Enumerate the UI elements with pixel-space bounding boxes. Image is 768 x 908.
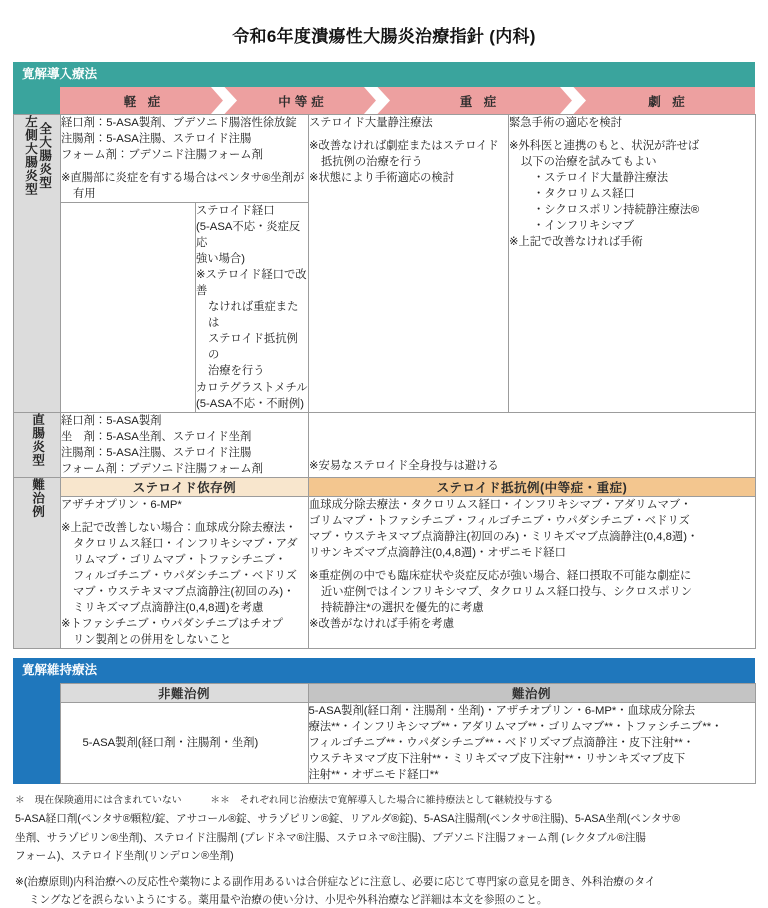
spacer: [309, 131, 508, 138]
footnotes-section: [13, 784, 755, 908]
severity-fulminant: 劇 症: [648, 94, 689, 109]
fulminant-bullet-1: ・ステロイド大量静注療法: [533, 172, 668, 185]
table-row-refractory-headers: [14, 477, 756, 496]
cell-non-refractory: [60, 702, 308, 783]
cell-moderate-steroid: [196, 203, 309, 412]
table-row-colitis: [14, 115, 756, 203]
severe-note-1: ※改善なければ劇症またはステロイド: [309, 140, 499, 153]
mild-line-2: 注腸剤：5-ASA注腸、ステロイド注腸: [61, 133, 252, 146]
cell-mild-empty: [61, 203, 196, 412]
spacer: [509, 131, 755, 138]
dependent-note-2b: リン製剤との併用をしないこと: [73, 633, 232, 646]
row-label-refractory-inner: [14, 478, 60, 519]
row-label-refractory: [14, 477, 61, 648]
moderate-line-1: ステロイド経口: [196, 205, 275, 218]
refractory-maint-line-1: 5-ASA製剤(経口剤・注腸剤・坐剤)・アザチオプリン・6-MP*・血球成分除去: [308, 704, 696, 717]
dependent-line-1: アザチオプリン・6-MP*: [61, 498, 182, 511]
maintenance-left-spacer: [13, 683, 60, 783]
refractory-maint-line-4: ウステキヌマブ皮下注射**・ミリキズマブ皮下注射**・リサンキズマブ皮下: [308, 753, 686, 766]
cell-proctitis-treatment: [61, 412, 309, 477]
proctitis-line-4: フォーム剤：ブデソニド注腸フォーム剤: [61, 462, 263, 475]
fulminant-note-1b: 以下の治療を試みてもよい: [521, 156, 657, 169]
dependent-note-1d: フィルゴチニブ・ウパダシチニブ・ベドリズ: [73, 569, 297, 582]
row-label-colitis-inner: [14, 115, 60, 196]
severe-line-1: ステロイド大量静注療法: [309, 117, 433, 129]
cell-mild-moderate-base: [61, 115, 309, 203]
induction-therapy-section: [13, 62, 755, 649]
row-label-colitis-type: [14, 115, 61, 413]
induction-table: [13, 114, 756, 649]
footnote-asterisk-2: ＊＊ それぞれ同じ治療法で寛解導入した場合に維持療法として継続投与する: [210, 795, 554, 807]
subheader-non-refractory: 非難治例: [60, 683, 308, 702]
severity-arrow-strip: [13, 87, 755, 114]
moderate-note-1c: ステロイド抵抗例の: [208, 333, 298, 362]
footnote-products-line-2: 坐剤、サラゾピリン®坐剤)、ステロイド注腸剤 (プレドネマ®注腸、ステロネマ®注腸)、ブデソニド注腸フォーム剤 (レクタブル®注腸: [15, 831, 646, 844]
resistant-line-2: ゴリムマブ・トファシチニブ・フィルゴチニブ・ウパダシチニブ・ベドリズ: [309, 514, 690, 527]
maintenance-band-header: 寛解維持療法: [13, 658, 755, 683]
resistant-note-2: ※改善がなければ手術を考慮: [309, 617, 455, 630]
spacer: [309, 561, 755, 568]
dependent-note-1c: リムマブ・ゴリムマブ・トファシチニブ・: [73, 553, 287, 566]
footnote-asterisk-1: ＊ 現在保険適用には含まれていない: [15, 795, 182, 807]
severity-moderate: 中等症: [278, 94, 328, 109]
severe-note-2: ※状態により手術適応の検討: [309, 172, 455, 185]
cell-refractory-maintenance: [308, 702, 755, 783]
mild-note-1b: 有用: [73, 188, 96, 201]
mild-note-1: ※直腸部に炎症を有する場合はペンタサ®坐剤が: [61, 172, 305, 185]
row-label-proctitis-type: [14, 412, 61, 477]
spacer: [15, 867, 753, 874]
maintenance-therapy-section: [13, 658, 755, 784]
subheader-refractory: 難治例: [308, 683, 755, 702]
moderate-note-1d: 治療を行う: [208, 365, 265, 378]
table-row-refractory-body: [14, 496, 756, 648]
resistant-line-3: マブ・ウステキヌマブ点滴静注(初回のみ)・ミリキズマブ点滴静注(0,4,8週)・: [309, 530, 699, 543]
severity-severe: 重 症: [459, 94, 501, 109]
severity-bar: [60, 87, 755, 114]
dependent-note-1f: ミリキズマブ点滴静注(0,4,8週)を考慮: [73, 601, 264, 614]
table-row-maintenance-headers: [13, 683, 755, 702]
moderate-note-1b: なければ重症または: [208, 301, 299, 330]
footnote-principle-line-2: ミングなどを誤らないようにする。薬用量や治療の使い分け、小児や外科治療など詳細は本文を参照のこと。: [29, 893, 548, 906]
proctitis-note: ※安易なステロイド全身投与は避ける: [309, 459, 499, 472]
footnote-principle-line-1: ※(治療原則)内科治療への反応性や薬物による副作用あるいは合併症などに注意し、必要に応じて専門家の意見を聞き、外科治療のタイ: [15, 875, 656, 888]
table-row-proctitis: [14, 412, 756, 477]
fulminant-bullet-4: ・インフリキシマブ: [533, 220, 635, 233]
resistant-line-4: リサンキズマブ点滴静注(0,4,8週)・オザニモド経口: [309, 546, 566, 559]
cell-steroid-dependent: [61, 496, 309, 648]
dependent-note-1b: タクロリムス経口・インフリキシマブ・アダ: [73, 537, 298, 550]
proctitis-line-1: 経口剤：5-ASA製剤: [61, 414, 162, 427]
refractory-maint-line-3: フィルゴチニブ**・ウパダシチニブ**・ベドリズマブ点滴静注・皮下注射**・: [308, 737, 695, 750]
subheader-steroid-resistant: ステロイド抵抗例(中等症・重症): [309, 477, 756, 496]
row-label-proctitis-inner: [14, 413, 60, 467]
nonrefractory-line-1: 5-ASA製剤(経口剤・注腸剤・坐剤): [82, 737, 259, 750]
label-total-colitis: 全大腸炎型: [37, 121, 52, 190]
resistant-line-1: 血球成分除去療法・タクロリムス経口・インフリキシマブ・アダリムマブ・: [309, 498, 692, 511]
resistant-note-1c: 持続静注*の選択を優先的に考慮: [321, 601, 484, 614]
table-row-maintenance-body: [13, 702, 755, 783]
footnote-asterisk-row: [15, 793, 753, 808]
cell-severe: [309, 115, 509, 413]
cell-proctitis-note: [309, 412, 756, 477]
mild-line-3: フォーム剤：ブデソニド注腸フォーム剤: [61, 149, 263, 162]
subheader-steroid-dependent: ステロイド依存例: [61, 477, 309, 496]
proctitis-line-3: 注腸剤：5-ASA注腸、ステロイド注腸: [61, 446, 252, 459]
refractory-maint-line-2: 療法**・インフリキシマブ**・アダリムマブ**・ゴリムマブ**・トファシチニブ**・: [308, 721, 723, 733]
moderate-note-1: ※ステロイド経口で改善: [196, 269, 307, 298]
fulminant-bullet-3: ・シクロスポリン持続静注療法®: [533, 204, 700, 217]
fulminant-line-1: 緊急手術の適応を検討: [509, 117, 622, 129]
footnote-products-line-3: フォーム)、ステロイド坐剤(リンデロン®坐剤): [15, 850, 234, 863]
label-proctitis: 直腸炎型: [30, 412, 45, 467]
fulminant-bullet-2: ・タクロリムス経口: [533, 188, 635, 201]
moderate-line-5: (5-ASA不応・不耐例): [196, 397, 304, 410]
induction-band-header: 寛解導入療法: [13, 62, 755, 87]
label-leftsided-colitis: 左側大腸炎型: [23, 115, 38, 196]
severe-note-1b: 抵抗例の治療を行う: [321, 156, 423, 169]
label-refractory: 難治例: [30, 477, 45, 519]
page-title: 令和6年度潰瘍性大腸炎治療指針 (内科): [232, 27, 536, 46]
dependent-note-1: ※上記で改善しない場合：血球成分除去療法・: [61, 521, 297, 534]
spacer: [61, 513, 308, 520]
dependent-note-2: ※トファシチニブ・ウパダシチニブはチオプ: [61, 617, 284, 630]
cell-fulminant: [509, 115, 756, 413]
dependent-note-1e: マブ・ウステキヌマブ点滴静注(初回のみ)・: [73, 585, 295, 598]
cell-steroid-resistant: [309, 496, 756, 648]
moderate-line-3: 強い場合): [196, 253, 245, 266]
mild-line-1: 経口剤：5-ASA製剤、ブデソニド腸溶性徐放錠: [61, 117, 297, 129]
resistant-note-1b: 近い症例ではインフリキシマブ、タクロリムス経口投与、シクロスポリン: [321, 585, 693, 598]
moderate-line-4: カロテグラストメチル: [196, 381, 308, 394]
severity-strip-spacer: [13, 87, 60, 114]
fulminant-note-1: ※外科医と連携のもと、状況が許せば: [509, 140, 700, 153]
footnote-products-line-1: 5-ASA経口剤(ペンタサ®顆粒/錠、アサコール®錠、サラゾピリン®錠、リアルダ®錠)、5-ASA注腸剤(ペンタサ®注腸)、5-ASA坐剤(ペンタサ®: [15, 813, 681, 826]
maintenance-table: [13, 683, 756, 784]
refractory-maint-line-5: 注射**・オザニモド経口**: [308, 769, 439, 782]
proctitis-line-2: 坐 剤：5-ASA坐剤、ステロイド坐剤: [61, 430, 252, 443]
moderate-line-2: (5-ASA不応・炎症反応: [196, 221, 301, 250]
resistant-note-1: ※重症例の中でも臨床症状や炎症反応が強い場合、経口摂取不可能な劇症に: [309, 569, 692, 582]
spacer: [61, 163, 308, 170]
fulminant-note-2: ※上記で改善なければ手術: [509, 236, 643, 249]
severity-mild: 軽 症: [123, 94, 165, 109]
